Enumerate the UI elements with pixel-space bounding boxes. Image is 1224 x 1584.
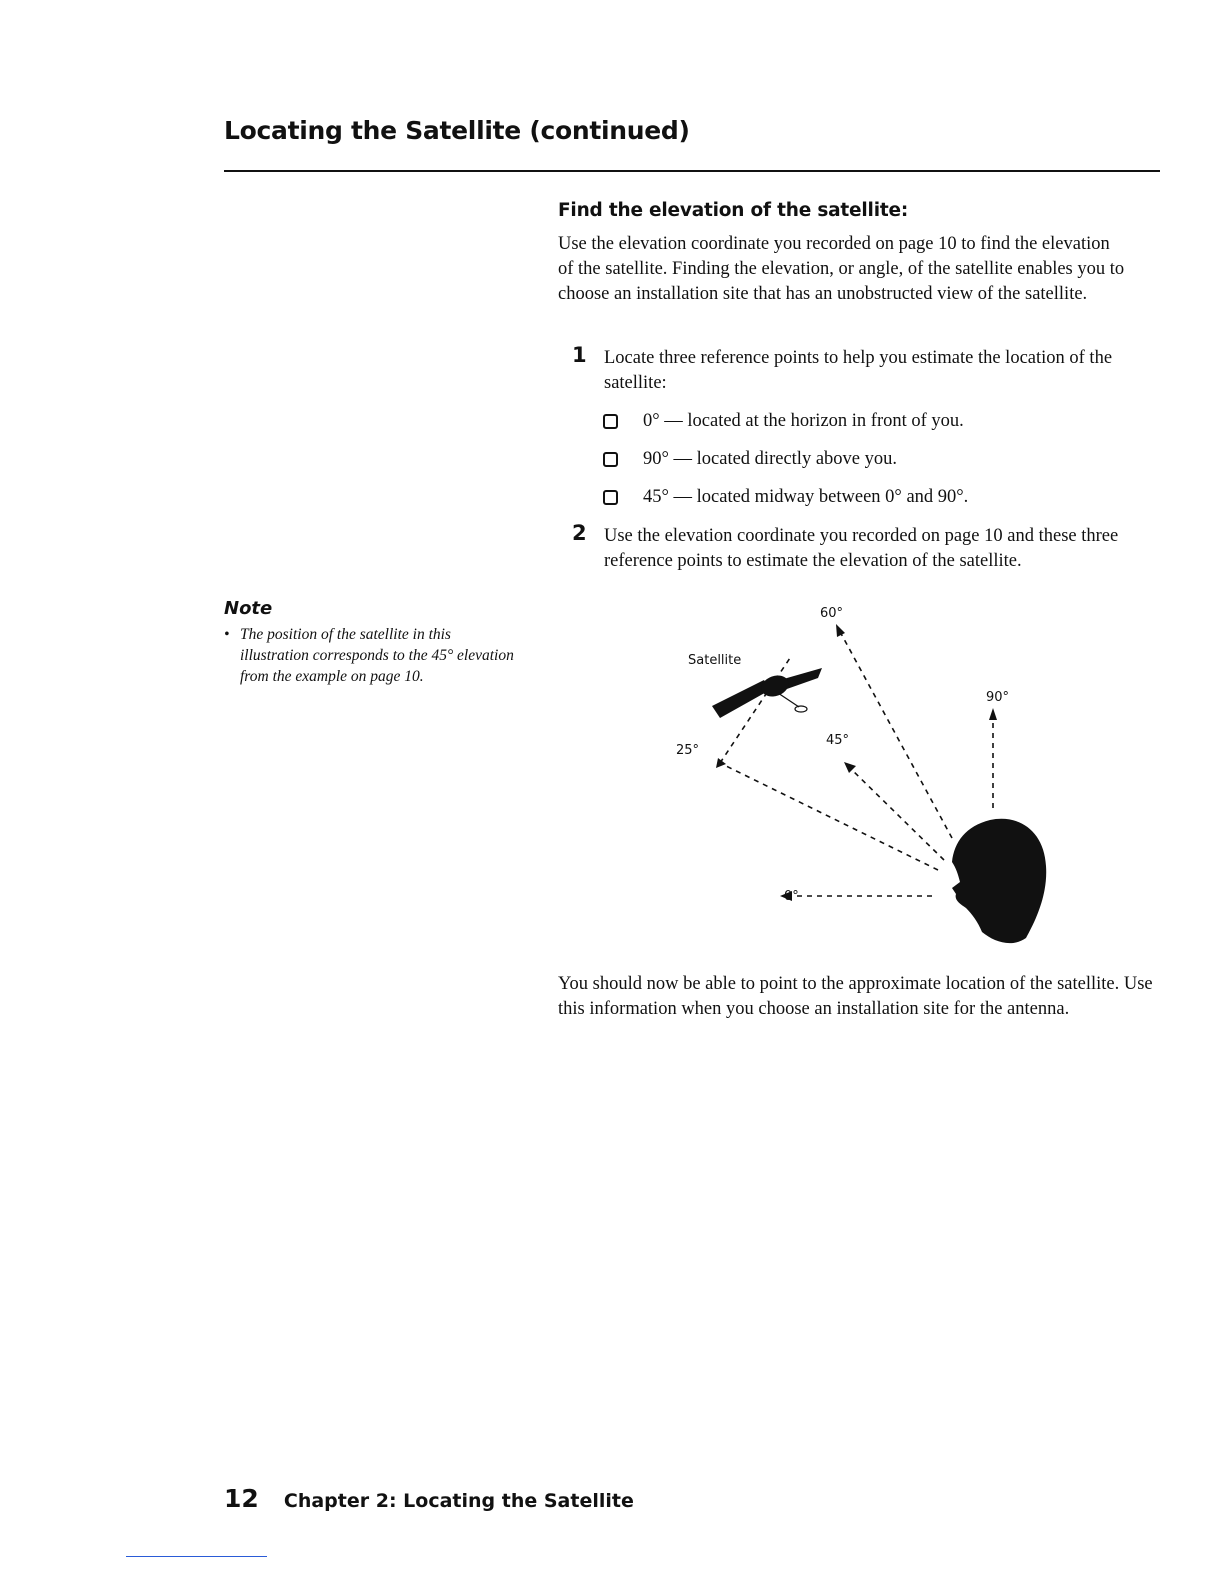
bullet-dot-icon: • <box>224 626 230 643</box>
sight-line-60 <box>838 628 952 838</box>
checkbox-bullet-icon <box>603 490 618 505</box>
head-silhouette-icon <box>952 819 1046 943</box>
reference-point-text: 45° — located midway between 0° and 90°. <box>643 487 969 507</box>
sight-line-45 <box>848 766 944 860</box>
arrow-60-icon <box>836 624 845 637</box>
note-heading: Note <box>224 598 273 619</box>
arrow-90-icon <box>989 708 997 720</box>
label-60-degrees: 60° <box>820 606 844 621</box>
satellite-icon <box>712 668 822 718</box>
reference-point-text: 90° — located directly above you. <box>643 449 897 469</box>
step-text: Use the elevation coordinate you recorded on page 10 and these three reference points to estimate the elevation of the satellite. <box>604 526 1119 571</box>
title-divider <box>224 170 1160 172</box>
note-item: The position of the satellite in this illustration corresponds to the 45° elevation from the example on page 10. <box>240 626 514 685</box>
step-text: Locate three reference points to help you estimate the location of the satellite: <box>604 348 1113 393</box>
elevation-diagram <box>660 598 1080 958</box>
closing-paragraph: You should now be able to point to the approximate location of the satellite. Use this information when you choose an installation site for the antenna. <box>558 974 1153 1019</box>
section-heading: Find the elevation of the satellite: <box>558 200 909 221</box>
arrow-25-icon <box>716 758 726 768</box>
arrow-45-icon <box>844 762 856 773</box>
checkbox-bullet-icon <box>603 414 618 429</box>
label-0-degrees: 0° <box>784 889 799 904</box>
checkbox-bullet-icon <box>603 452 618 467</box>
step-number: 1 <box>572 343 587 367</box>
label-45-degrees: 45° <box>826 733 850 748</box>
sight-line-25 <box>720 763 938 870</box>
page-number: 12 <box>224 1484 259 1513</box>
chapter-label: Chapter 2: Locating the Satellite <box>283 1490 634 1512</box>
bottom-rule <box>126 1556 267 1557</box>
intro-paragraph: Use the elevation coordinate you recorded on page 10 to find the elevation of the satellite. Finding the elevation, or angle, of the satellite enables you to choose an installation site that has an unobstructed view of the satellite. <box>558 234 1125 304</box>
label-25-degrees: 25° <box>676 743 700 758</box>
step-number: 2 <box>572 521 587 545</box>
page-footer <box>224 1484 634 1513</box>
page-title: Locating the Satellite (continued) <box>224 116 690 145</box>
reference-point-text: 0° — located at the horizon in front of you. <box>643 411 964 431</box>
label-90-degrees: 90° <box>986 690 1010 705</box>
label-satellite: Satellite <box>688 653 742 668</box>
